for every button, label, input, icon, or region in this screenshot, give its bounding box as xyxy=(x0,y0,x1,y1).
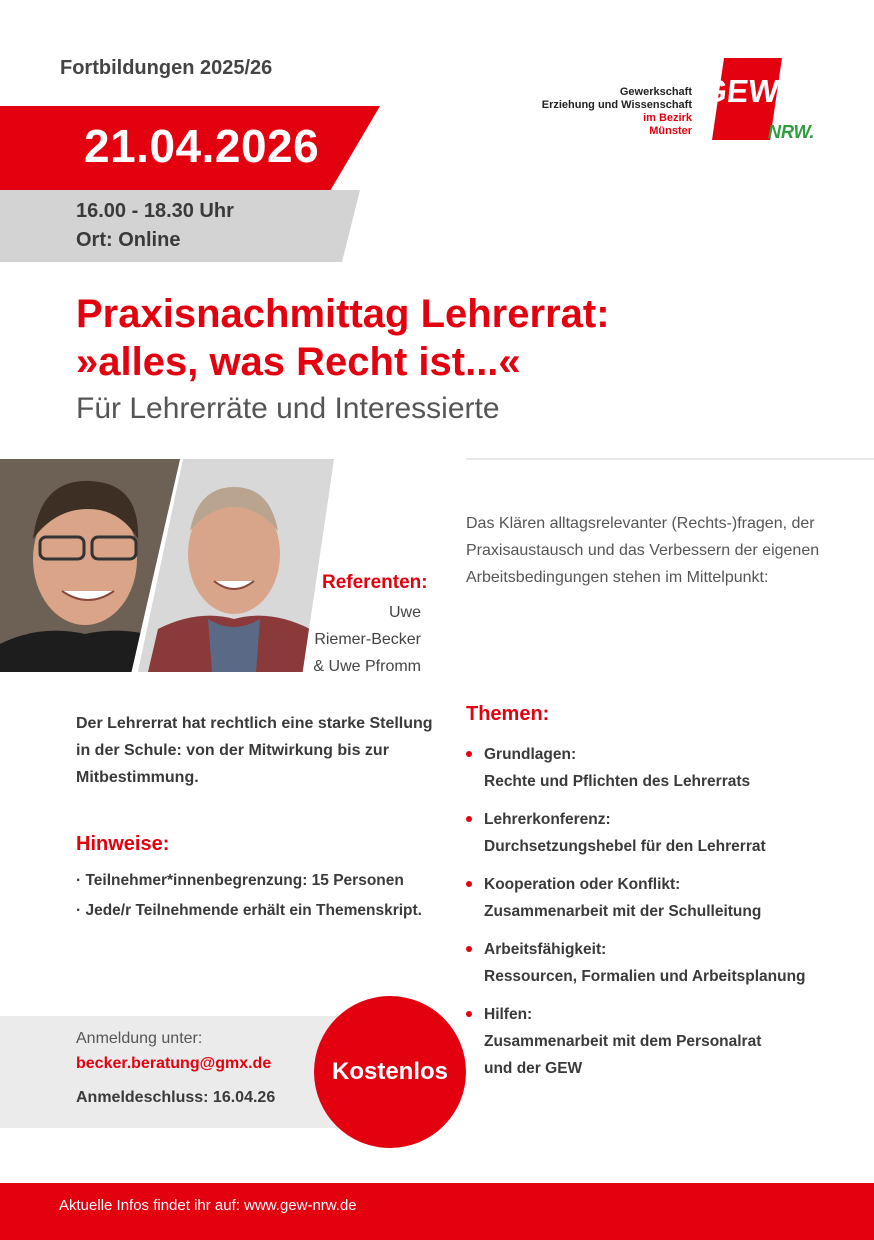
event-location: Ort: Online xyxy=(76,229,181,251)
event-time-location xyxy=(76,197,234,255)
topic-desc-2: und der GEW xyxy=(484,1060,583,1077)
divider xyxy=(466,458,874,460)
notes-list xyxy=(76,872,422,932)
topic-title: Hilfen: xyxy=(484,1006,533,1023)
notes-item: · Teilnehmer*innenbegrenzung: 15 Personen xyxy=(76,872,404,889)
topic-item xyxy=(466,806,846,860)
logo-line-1: Gewerkschaft xyxy=(619,86,692,98)
logo-text xyxy=(542,86,692,138)
speaker-name-line-3: & Uwe Pfromm xyxy=(313,658,421,675)
title-line-2: »alles, was Recht ist...« xyxy=(76,340,521,384)
topic-item xyxy=(466,936,846,990)
registration-deadline: Anmeldeschluss: 16.04.26 xyxy=(76,1089,276,1106)
topic-desc: Rechte und Pflichten des Lehrerrats xyxy=(484,773,751,790)
nrw-text: NRW. xyxy=(768,122,815,142)
topic-desc: Zusammenarbeit mit dem Personalrat xyxy=(484,1033,762,1050)
gew-mark-icon xyxy=(700,56,830,146)
topic-desc: Ressourcen, Formalien und Arbeitsplanung xyxy=(484,968,806,985)
topic-item xyxy=(466,1001,846,1082)
free-badge: Kostenlos xyxy=(314,996,466,1148)
event-subtitle: Für Lehrerräte und Interessierte xyxy=(76,392,500,425)
event-time: 16.00 - 18.30 Uhr xyxy=(76,200,234,222)
topic-item xyxy=(466,871,846,925)
notes-item: · Jede/r Teilnehmende erhält ein Themenskript. xyxy=(76,902,422,919)
topics-list xyxy=(466,741,846,1093)
topic-title: Arbeitsfähigkeit: xyxy=(484,941,607,958)
registration-email-link[interactable]: becker.beratung@gmx.de xyxy=(76,1055,272,1072)
title-line-1: Praxisnachmittag Lehrerrat: xyxy=(76,292,610,336)
registration-label: Anmeldung unter: xyxy=(76,1030,203,1047)
event-date: 21.04.2026 xyxy=(84,120,320,172)
notes-heading: Hinweise: xyxy=(76,833,170,855)
gew-logo xyxy=(530,56,830,146)
series-label: Fortbildungen 2025/26 xyxy=(60,57,273,79)
intro-text: Das Klären alltagsrelevanter (Rechts-)fragen, der Praxisaustausch und das Verbessern der eigenen Arbeitsbedingungen stehen im Mittelpunkt: xyxy=(466,515,820,586)
speaker-names xyxy=(300,599,421,680)
logo-line-2: Erziehung und Wissenschaft xyxy=(541,99,692,111)
event-title xyxy=(76,290,610,386)
gew-mark-text: GEW xyxy=(700,73,781,109)
speakers-label: Referenten: xyxy=(322,572,428,593)
logo-line-3: im Bezirk xyxy=(643,112,692,124)
lead-text: Der Lehrerrat hat rechtlich eine starke Stellung in der Schule: von der Mitwirkung bis zur Mitbestimmung. xyxy=(76,715,433,786)
footer-link[interactable]: Aktuelle Infos findet ihr auf: www.gew-nrw.de xyxy=(59,1197,357,1214)
topic-item xyxy=(466,741,846,795)
topic-title: Lehrerkonferenz: xyxy=(484,811,611,828)
topic-title: Grundlagen: xyxy=(484,746,577,763)
topic-desc: Durchsetzungshebel für den Lehrerrat xyxy=(484,838,766,855)
speaker-name-line-1: Uwe xyxy=(388,604,421,621)
topic-title: Kooperation oder Konflikt: xyxy=(484,876,681,893)
topics-heading: Themen: xyxy=(466,703,550,725)
topic-desc: Zusammenarbeit mit der Schulleitung xyxy=(484,903,762,920)
logo-line-4: Münster xyxy=(649,125,692,137)
speaker-name-line-2: Riemer-Becker xyxy=(314,631,421,648)
